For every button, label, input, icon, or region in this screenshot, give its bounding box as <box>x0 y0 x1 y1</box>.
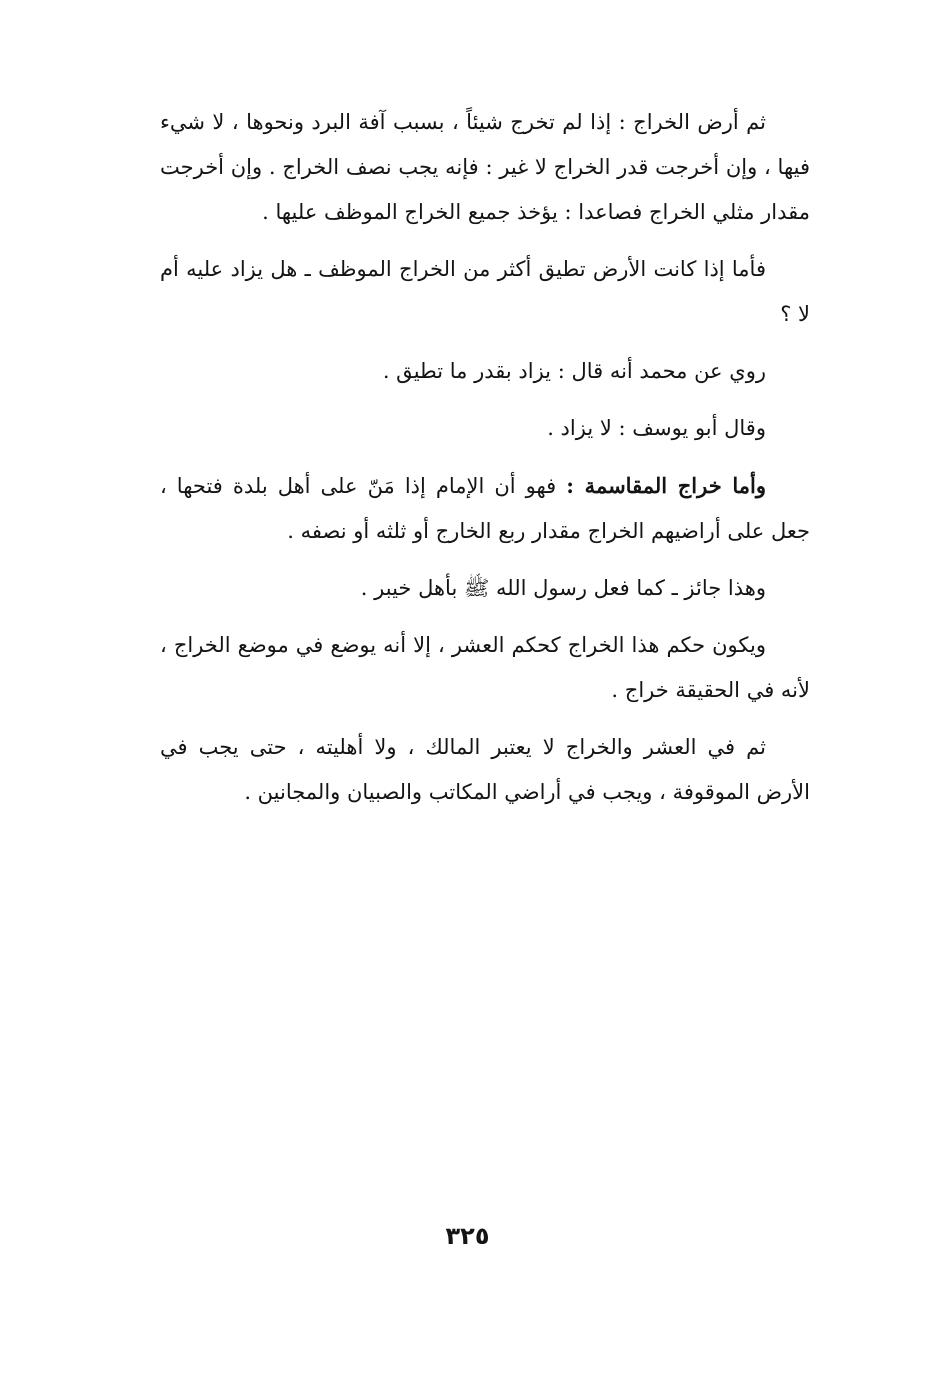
paragraph-abu-yusuf-opinion <box>160 406 810 451</box>
page-number: ٣٢٥ <box>445 1222 490 1250</box>
paragraph-text: ويكون حكم هذا الخراج كحكم العشر ، إلا أنه يوضع في موضع الخراج ، لأنه في الحقيقة خراج . <box>160 633 810 702</box>
paragraph-khaybar <box>160 566 810 611</box>
paragraph-excess-question <box>160 247 810 337</box>
paragraph-lead-heading: وأما خراج المقاسمة : <box>566 473 766 498</box>
page-body <box>160 100 810 827</box>
paragraph-text: فأما إذا كانت الأرض تطيق أكثر من الخراج الموظف ـ هل يزاد عليه أم لا ؟ <box>160 257 810 326</box>
paragraph-text: وهذا جائز ـ كما فعل رسول الله ﷺ بأهل خيبر . <box>360 576 766 600</box>
paragraph-muhammad-opinion <box>160 349 810 394</box>
paragraph-ushr-ruling <box>160 623 810 713</box>
paragraph-text: فهو أن الإمام إذا مَنّ على أهل بلدة فتحها ، جعل على أراضيهم الخراج مقدار ربع الخارج أو ثلثه أو نصفه . <box>160 474 810 543</box>
paragraph-text: ثم أرض الخراج : إذا لم تخرج شيئاً ، بسبب آفة البرد ونحوها ، لا شيء فيها ، وإن أخرجت قدر الخراج لا غير : فإنه يجب نصف الخراج . وإن أخرجت مقدار مثلي الخراج فصاعدا : يؤخذ جميع الخراج الموظف عليها . <box>160 110 810 224</box>
paragraph-kharaj-land <box>160 100 810 235</box>
paragraph-text: ثم في العشر والخراج لا يعتبر المالك ، ولا أهليته ، حتى يجب في الأرض الموقوفة ، ويجب في أراضي المكاتب والصبيان والمجانين . <box>160 735 810 804</box>
paragraph-muqasama <box>160 463 810 554</box>
paragraph-text: روي عن محمد أنه قال : يزاد بقدر ما تطيق . <box>382 359 766 383</box>
paragraph-owner-capacity <box>160 725 810 815</box>
paragraph-text: وقال أبو يوسف : لا يزاد . <box>547 416 766 440</box>
